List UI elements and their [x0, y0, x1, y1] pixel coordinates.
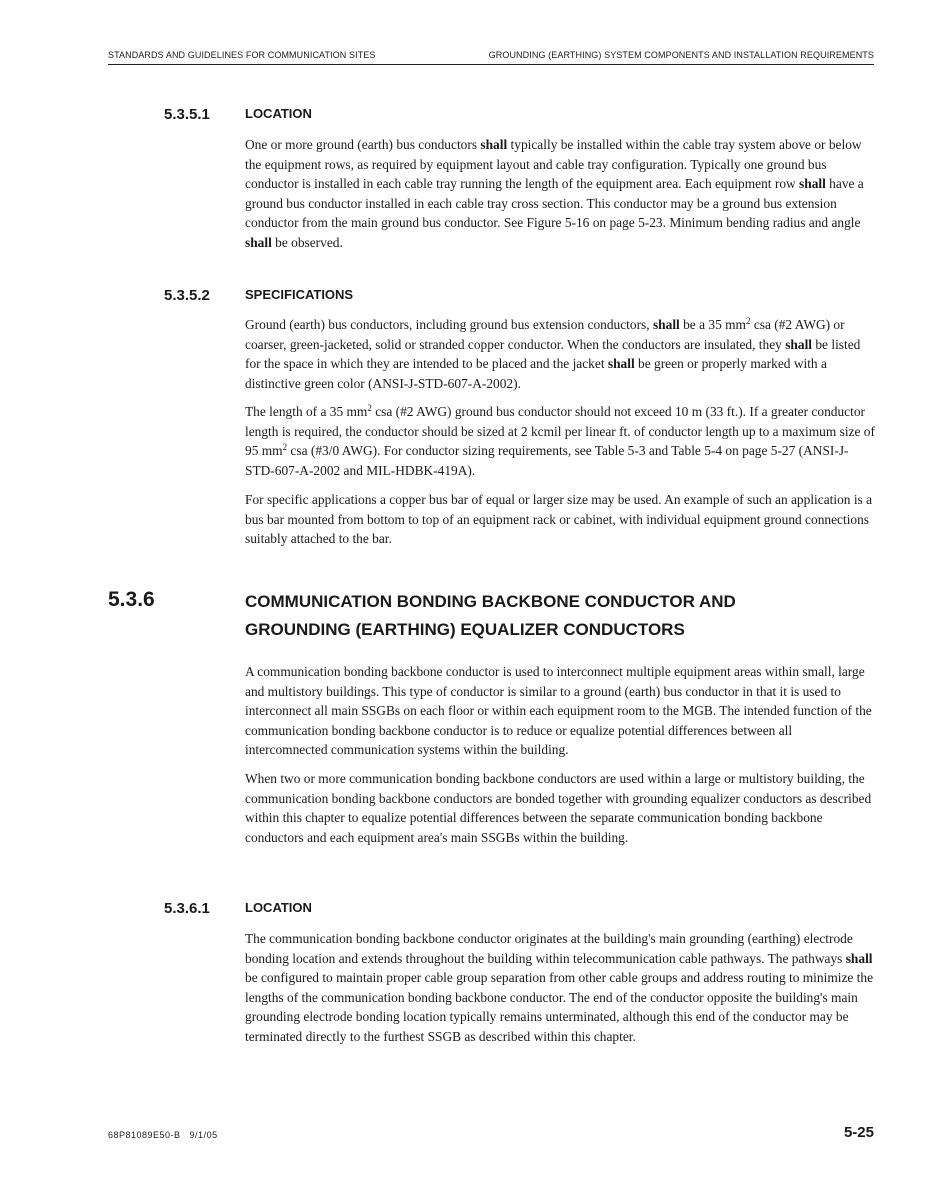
section-heading-5352: [164, 287, 864, 307]
section-number: 5.3.5.2: [164, 287, 210, 304]
page-number: 5-25: [843, 1124, 874, 1141]
paragraph: The communication bonding backbone conductor originates at the building's main grounding (earthing) electrode bonding location and extends throughout the building within telecommunication cable pathways. The pathways shall be configured to maintain proper cable group separation from other cable groups and address routing to minimize the lengths of the communication bonding backbone conductor. The end of the conductor opposite the building's main grounding electrode bonding location typically remains unterminated, although this end of the conductor may be terminated directly to the furthest SSGB as described within this chapter.: [245, 931, 874, 1044]
running-header: [108, 50, 874, 65]
header-right: GROUNDING (EARTHING) SYSTEM COMPONENTS AND INSTALLATION REQUIREMENTS: [488, 50, 874, 60]
section-heading-536: [108, 588, 868, 648]
section-title-line1: COMMUNICATION BONDING BACKBONE CONDUCTOR AND: [245, 592, 736, 611]
paragraph: The length of a 35 $mm^2$ csa (#2 AWG) ground bus conductor should not exceed 10 m (33 ft.). If a greater conductor length is required, the conductor should be sized at 2 kcmil per linear ft. of conductor length up to a maximum size of 95 $mm^2$ csa (#3/0 AWG). For conductor sizing requirements, see Table 5-3 and Table 5-4 on page 5-27 (ANSI-J-STD-607-A-2002 and MIL-HDBK-419A).: [245, 403, 875, 478]
section-number: 5.3.5.1: [164, 106, 210, 123]
section-heading-5351: [164, 106, 864, 126]
section-title: LOCATION: [245, 106, 312, 121]
paragraph: When two or more communication bonding backbone conductors are used within a large or multistory building, the communication bonding backbone conductors are bonded together with grounding equalizer conductors as described within this chapter to equalize potential differences between the separate communication bonding backbone conductors and each equipment area's main SSGBs within the building.: [245, 771, 872, 845]
paragraph: Ground (earth) bus conductors, including ground bus extension conductors, shall be a 35 $mm^2$ csa (#2 AWG) or coarser, green-jacketed, solid or stranded copper conductor. When the conductors are insulated, they shall be listed for the space in which they are intended to be placed and the jacket shall be green or properly marked with a distinctive green color (ANSI-J-STD-607-A-2002).: [245, 316, 861, 391]
document-number: 68P81089E50-B 9/1/05: [108, 1130, 218, 1140]
paragraph: One or more ground (earth) bus conductors shall typically be installed within the cable tray system above or below the equipment rows, as required by equipment layout and cable tray configuration. Typically one ground bus conductor is installed in each cable tray running the length of the equipment area. Each equipment row shall have a ground bus conductor installed in each cable tray cross section. This conductor may be a ground bus extension conductor from the main ground bus conductor. See Figure 5-16 on page 5-23. Minimum bending radius and angle shall be observed.: [245, 137, 864, 250]
section-number: 5.3.6.1: [164, 900, 210, 917]
section-heading-5361: [164, 900, 864, 920]
section-title-line2: GROUNDING (EARTHING) EQUALIZER CONDUCTORS: [245, 620, 685, 639]
header-left: STANDARDS AND GUIDELINES FOR COMMUNICATION SITES: [108, 50, 376, 60]
section-title: SPECIFICATIONS: [245, 287, 354, 302]
paragraph: A communication bonding backbone conductor is used to interconnect multiple equipment areas within small, large and multistory buildings. This type of conductor is similar to a ground (earth) bus conductor in that it is used to interconnect all main SSGBs on each floor or within each equipment room to the MGB. The intended function of the communication bonding backbone conductor is to reduce or equalize potential differences between all intercomnected communication systems within the building.: [245, 664, 872, 757]
section-title: LOCATION: [245, 900, 312, 915]
section-number: 5.3.6: [108, 588, 155, 611]
paragraph: For specific applications a copper bus bar of equal or larger size may be used. An example of such an application is a bus bar mounted from bottom to top of an equipment rack or cabinet, with individual equipment ground connections suitably attached to the bar.: [245, 492, 873, 546]
